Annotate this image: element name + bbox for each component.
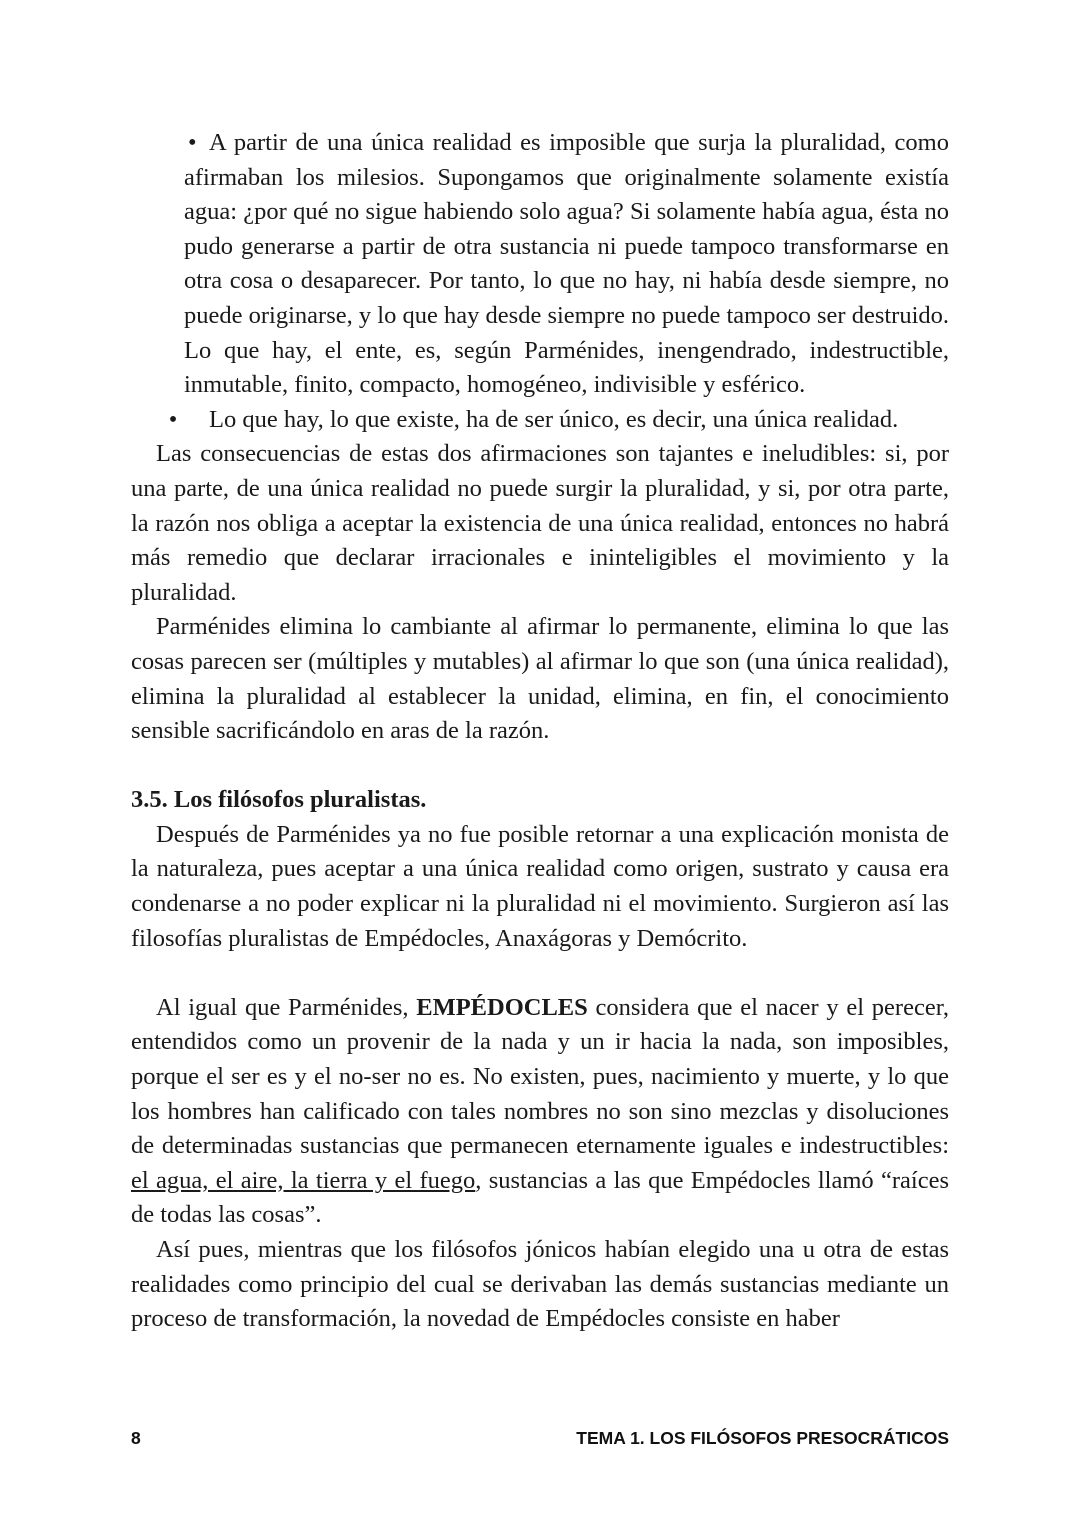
page-number: 8 [131,1428,141,1448]
page-footer [131,1428,949,1452]
bullet-icon [163,126,183,161]
bold-name: EMPÉDOCLES [416,993,588,1021]
text-run: considera que el nacer y el perecer, entendidos como un provenir de la nada y un ir hacia la nada, son imposibles, porque el ser es y el no-ser no es. No existen, pues, nacimiento y muerte, y lo que los hombres han calificado con tales nombres no son sino mezclas y disoluciones de determinadas sustancias que permanecen eternamente iguales e indestructibles: [131,993,949,1160]
paragraph-empedocles [131,991,949,1233]
paragraph-consequences: Las consecuencias de estas dos afirmaciones son tajantes e ineludibles: si, por una parte, de una única realidad no puede surgir la pluralidad, y si, por otra parte, la razón nos obliga a aceptar la existencia de una única realidad, entonces no habrá más remedio que declarar irracionales e ininteligibles el movimiento y la pluralidad. [131,440,949,606]
text-run: , sustancias a las que Empédocles llamó “raíces de todas las cosas”. [131,1166,949,1229]
bullet-text: A partir de una única realidad es imposible que surja la pluralidad, como afirmaban los milesios. Supongamos que originalmente solamente existía agua: ¿por qué no sigue habiendo solo agua? Si solamente había agua, ésta no pudo generarse a partir de otra sustancia ni puede tampoco transformarse en otra cosa o desaparecer. Por tanto, lo que no hay, ni había desde siempre, no puede originarse, y lo que hay desde siempre no puede tampoco ser destruido. Lo que hay, el ente, es, según Parménides, inengendrado, indestructible, inmutable, finito, compacto, homogéneo, indivisible y esférico. [184,129,949,399]
paragraph-pluralistas: Después de Parménides ya no fue posible retornar a una explicación monista de la naturaleza, pues aceptar a una única realidad como origen, sustrato y causa era condenarse a no poder explicar ni la pluralidad ni el movimiento. Surgieron así las filosofías pluralistas de Empédocles, Anaxágoras y Demócrito. [131,820,949,952]
section-heading: 3.5. Los filósofos pluralistas. [131,786,427,814]
bullet-icon [163,403,183,438]
chapter-title: TEMA 1. LOS FILÓSOFOS PRESOCRÁTICOS [576,1428,949,1448]
underlined-elements: el agua, el aire, la tierra y el fuego [131,1166,476,1194]
paragraph-asi-pues: Así pues, mientras que los filósofos jónicos habían elegido una u otra de estas realidades como principio del cual se derivaban las demás sustancias mediante un proceso de transformación, la novedad de Empédocles consiste en haber [131,1236,949,1333]
bullet-text: Lo que hay, lo que existe, ha de ser único, es decir, una única realidad. [209,405,899,433]
page-body [131,126,949,1337]
spacer [131,956,949,991]
list-item [184,403,949,438]
bullet-list [131,126,949,437]
list-item [184,126,949,403]
paragraph-parmenides-elimina: Parménides elimina lo cambiante al afirmar lo permanente, elimina lo que las cosas parecen ser (múltiples y mutables) al afirmar lo que son (una única realidad), elimina la pluralidad al establecer la unidad, elimina, en fin, el conocimiento sensible sacrificándolo en aras de la razón. [131,613,949,745]
text-run: Al igual que Parménides, [156,993,417,1021]
